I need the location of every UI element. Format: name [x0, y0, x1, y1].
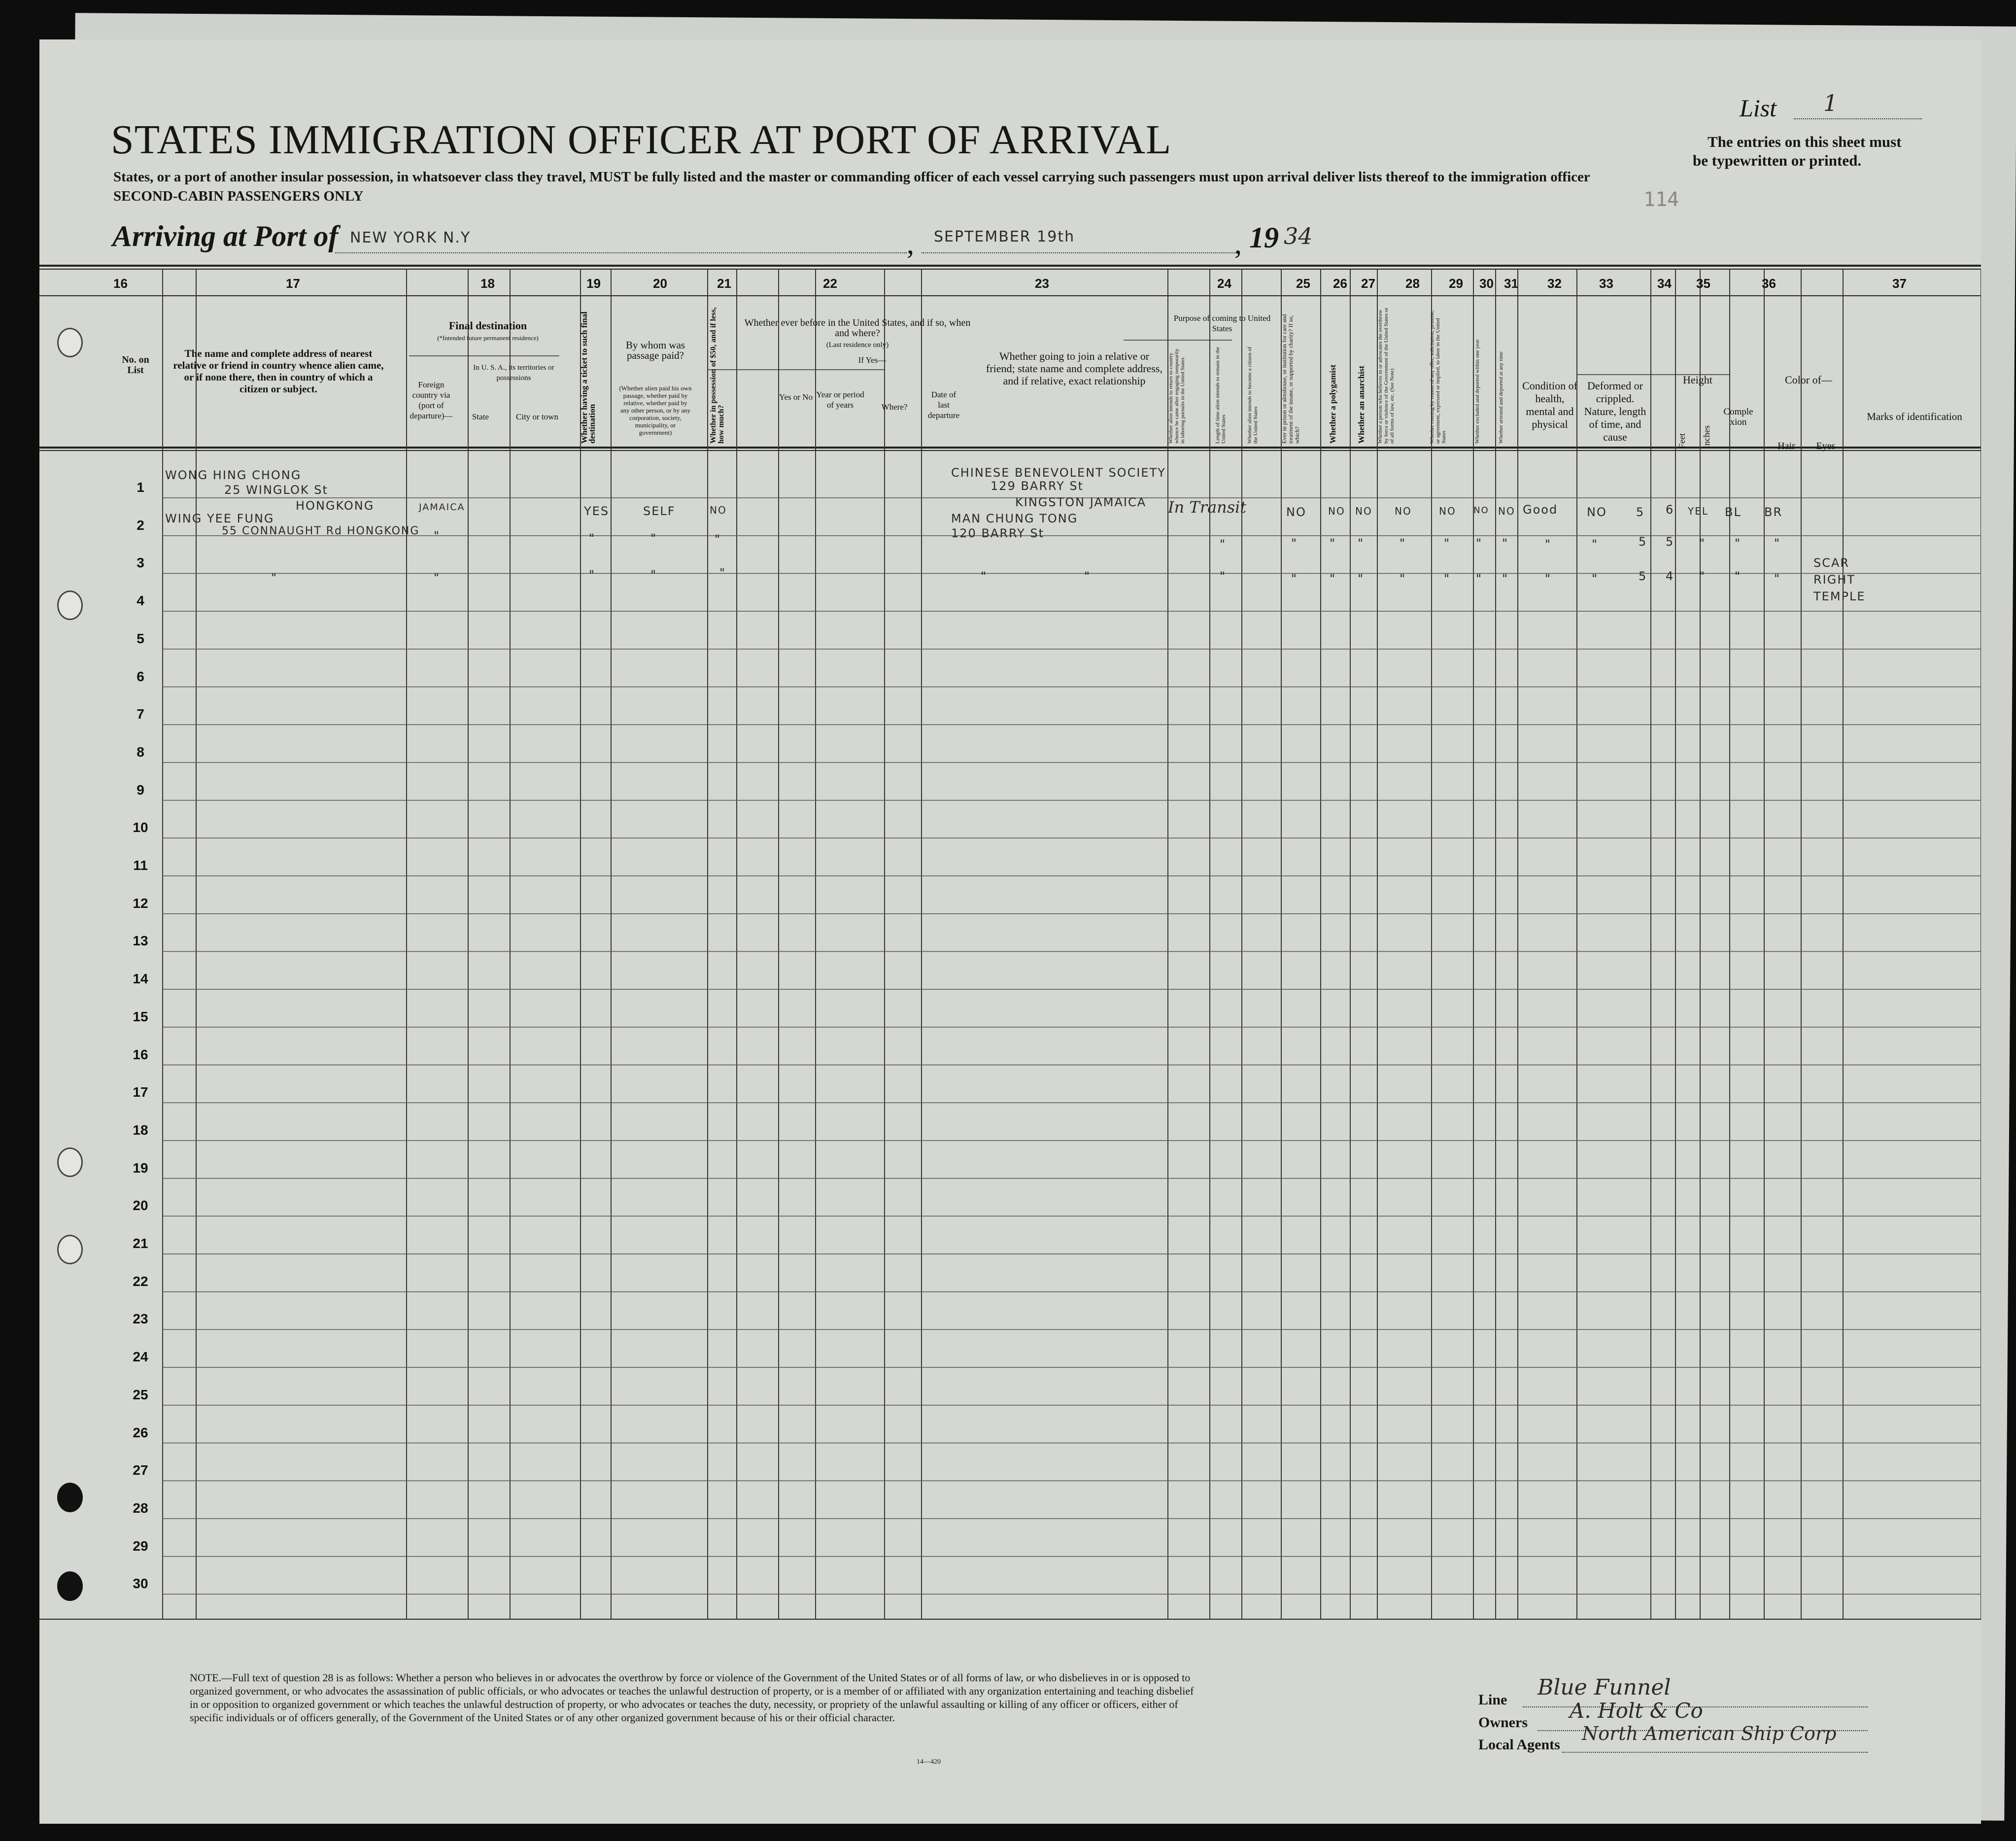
row1-q30: NO	[1473, 505, 1489, 516]
header-passage-paid-sub: (Whether alien paid his own passage, whether paid by relative, whether paid by any other person, or by any corporation, society, municipality, or government)	[619, 384, 692, 436]
owners-value: A. Holt & Co	[1570, 1699, 1703, 1723]
comma: ,	[907, 227, 914, 260]
header-anarchist: Whether an anarchist	[1357, 365, 1366, 444]
col-num-26: 26	[1333, 276, 1347, 291]
row2-q28: "	[1400, 536, 1406, 550]
row3-polygamist: "	[1330, 572, 1336, 586]
row3-inches: 4	[1666, 569, 1674, 583]
list-number: 1	[1823, 90, 1838, 116]
row2-inches: 5	[1666, 535, 1674, 549]
col-num-29: 29	[1449, 276, 1463, 291]
row1-polygamist: NO	[1328, 505, 1345, 517]
row-number: 7	[137, 706, 144, 722]
row-number: 23	[133, 1311, 148, 1327]
row3-foreign: "	[434, 571, 441, 585]
row-number: 1	[137, 480, 144, 495]
row3-health: "	[1545, 572, 1552, 586]
row2-q29: "	[1444, 536, 1451, 550]
row2-relative-address: 55 CONNAUGHT Rd HONGKONG	[222, 525, 420, 537]
row3-join-address: "	[1084, 569, 1091, 583]
header-feet: Feet	[1677, 433, 1687, 449]
row-number: 19	[133, 1160, 148, 1176]
col-num-34: 34	[1657, 276, 1672, 291]
row-number: 16	[133, 1046, 148, 1062]
row2-join-name: MAN CHUNG TONG	[951, 512, 1078, 525]
col-num-32: 32	[1547, 276, 1562, 291]
row3-q30: "	[1476, 572, 1483, 586]
row1-feet: 5	[1636, 505, 1645, 519]
row3-relative-name: "	[271, 571, 278, 585]
row-number: 5	[137, 630, 144, 646]
header-length-stay: Length of time alien intends to remain in the United States	[1215, 347, 1227, 444]
row2-money: "	[715, 532, 721, 546]
row2-join-address: 120 BARRY St	[951, 526, 1045, 540]
header-passage-paid: By whom was passage paid?	[625, 339, 685, 361]
row-number: 30	[133, 1576, 148, 1592]
row1-eyes: BR	[1764, 505, 1783, 519]
header-q30: Whether excluded and deported within one year	[1474, 339, 1480, 444]
row3-feet: 5	[1639, 569, 1647, 583]
typewritten-note-1: The entries on this sheet must	[1708, 133, 1902, 150]
col-num-24: 24	[1217, 276, 1231, 291]
line-label: Line	[1478, 1692, 1507, 1708]
header-relative: The name and complete address of nearest relative or friend in country whence alien came, or if none there, then in country of which a citizen or subject.	[173, 347, 384, 395]
arriving-label: Arriving at Port of	[112, 220, 339, 252]
header-where: Where?	[881, 402, 908, 412]
row-number: 28	[133, 1500, 148, 1516]
row3-q29: "	[1444, 572, 1451, 586]
header-hair: Hair	[1777, 441, 1795, 452]
row1-join-city: KINGSTON JAMAICA	[1015, 495, 1147, 509]
row3-q28: "	[1400, 572, 1406, 586]
row3-marks: SCAR RIGHT TEMPLE	[1813, 556, 1866, 603]
row3-join-name: "	[981, 569, 988, 583]
col-num-35: 35	[1696, 276, 1710, 291]
row-number: 22	[133, 1273, 148, 1289]
row-number: 24	[133, 1349, 148, 1365]
instructions-line: States, or a port of another insular possession, in whatsoever class they travel, MUST be fully listed and the master or commanding officer of each vessel carrying such passengers must upon arrival deliver lists thereof to the immigration officer	[113, 169, 1590, 185]
header-ticket: Whether having a ticket to such final destination	[580, 312, 597, 444]
row2-q30: "	[1476, 536, 1483, 550]
col-num-33: 33	[1599, 276, 1613, 291]
row1-q28: NO	[1395, 505, 1412, 517]
header-q31: Whether arrested and deported at any time	[1498, 351, 1504, 444]
row1-purpose: In Transit	[1168, 498, 1247, 517]
row2-anarchist: "	[1358, 536, 1365, 550]
port-value: NEW YORK N.Y	[350, 229, 471, 246]
stamp-number: 114	[1643, 188, 1679, 211]
row3-hair: "	[1735, 569, 1742, 583]
header-year-period: Year or period of years	[816, 390, 864, 410]
row2-q31: "	[1502, 536, 1509, 550]
row1-q31: NO	[1498, 505, 1515, 517]
row2-prison: "	[1291, 536, 1298, 550]
col-num-23: 23	[1035, 276, 1049, 291]
header-health: Condition of health, mental and physical	[1522, 380, 1577, 430]
col-num-21: 21	[717, 276, 731, 291]
row-number: 21	[133, 1236, 148, 1251]
row1-foreign: JAMAICA	[419, 502, 465, 513]
header-citizen: Whether alien intends to become a citizen of the United States	[1247, 347, 1259, 444]
header-foreign-country: Foreign country via (port of departure)—	[410, 380, 453, 420]
header-final-destination: Final destination	[448, 319, 527, 332]
header-ever-before-sub: (Last residence only)	[826, 341, 889, 349]
row3-paid: "	[650, 568, 657, 582]
table-grid	[39, 39, 1981, 1824]
col-num-20: 20	[653, 276, 667, 291]
row1-deformed: NO	[1587, 505, 1607, 519]
question-28-note: NOTE.—Full text of question 28 is as follows: Whether a person who believes in or advocates the overthrow by force or violence of the Government of the United States or of all forms of law, or who disbelieves in or is opposed to organized government, or who advocates the assassination of public officials, or who advocates or teaches the unlawful destruction of property, or is a member of or affiliated with any organization entertaining and teaching disbelief in or opposition to organized government or which teaches the unlawful destruction of property, or who advocates or teaches the duty, necessity, or propriety of the unlawful assaulting or killing of any officer or officers, either of specific individuals or of officers generally, of the Government of the United States or of any other organized government because of his or their official character.	[190, 1671, 1194, 1724]
class-label: SECOND-CABIN PASSENGERS ONLY	[113, 188, 364, 204]
row-number: 3	[137, 555, 144, 571]
header-no-on-list: No. on List	[122, 354, 149, 376]
row-number: 26	[133, 1424, 148, 1440]
header-final-destination-sub: (*Intended future permanent residence)	[437, 334, 539, 342]
col-num-17: 17	[286, 276, 300, 291]
header-purpose: Purpose of coming to United States	[1173, 313, 1271, 333]
row2-hair: "	[1735, 536, 1742, 550]
header-inches: Inches	[1702, 425, 1711, 449]
header-in-usa: In U. S. A., its territories or possessions	[473, 364, 554, 382]
row1-prison: NO	[1286, 505, 1306, 519]
row3-money: "	[719, 566, 726, 580]
row3-purpose: "	[1220, 569, 1227, 583]
row-number: 13	[133, 933, 148, 949]
agents-underline	[1562, 1752, 1868, 1753]
comma: ,	[1234, 227, 1242, 260]
row1-hair: BL	[1725, 505, 1742, 519]
line-value: Blue Funnel	[1538, 1675, 1671, 1700]
row2-complexion: "	[1699, 536, 1706, 550]
row1-health: Good	[1523, 503, 1558, 517]
row-number: 14	[133, 971, 148, 987]
row3-anarchist: "	[1358, 572, 1365, 586]
row3-ticket: "	[589, 568, 596, 582]
date-value: SEPTEMBER 19th	[934, 228, 1075, 245]
row1-money: NO	[710, 504, 727, 516]
header-deformed: Deformed or crippled. Nature, length of time, and cause	[1584, 380, 1646, 443]
header-fifty-dollars: Whether in possession of $50, and if less, how much?	[709, 307, 725, 444]
row2-relative-name: WING YEE FUNG	[165, 512, 274, 525]
row-number: 6	[137, 668, 144, 684]
header-eyes: Eyes	[1816, 441, 1836, 452]
row1-join-name: CHINESE BENEVOLENT SOCIETY	[951, 466, 1166, 480]
row2-paid: "	[650, 531, 657, 545]
row1-join-address: 129 BARRY St	[991, 479, 1084, 493]
col-num-16: 16	[113, 276, 128, 291]
row2-eyes: "	[1774, 536, 1781, 550]
col-num-36: 36	[1762, 276, 1776, 291]
list-label: List	[1740, 94, 1777, 122]
row1-anarchist: NO	[1355, 505, 1372, 517]
row-number: 2	[137, 517, 144, 533]
row1-relative-address: 25 WINGLOK St	[224, 483, 328, 497]
row1-inches: 6	[1666, 503, 1674, 517]
header-ever-before: Whether ever before in the United States, and if so, when and where?	[744, 317, 971, 339]
row-number: 18	[133, 1122, 148, 1138]
row3-eyes: "	[1774, 572, 1781, 586]
header-yes-no: Yes or No	[779, 392, 813, 402]
header-height: Height	[1683, 374, 1712, 386]
row-number: 27	[133, 1462, 148, 1478]
manifest-page	[39, 39, 1981, 1824]
owners-label: Owners	[1478, 1714, 1528, 1731]
page-title: STATES IMMIGRATION OFFICER AT PORT OF ARRIVAL	[111, 117, 1172, 163]
agents-label: Local Agents	[1478, 1737, 1560, 1753]
header-state: State	[472, 412, 489, 421]
row-number: 9	[137, 782, 144, 798]
header-if-yes: If Yes—	[858, 355, 887, 365]
form-number: 14—420	[917, 1758, 941, 1766]
row-number: 17	[133, 1084, 148, 1100]
header-prison: Ever in prison or almshouse, or institution for care and treatment of the insane, or supported by charity? If so, which?	[1281, 314, 1300, 444]
header-join-relative: Whether going to join a relative or friend; state name and complete address, and if relative, exact relationship	[986, 350, 1162, 387]
col-num-27: 27	[1361, 276, 1375, 291]
row2-foreign: "	[434, 529, 441, 543]
row-number: 8	[137, 744, 144, 760]
row2-ticket: "	[589, 531, 596, 545]
header-city: City or town	[516, 412, 558, 421]
row2-polygamist: "	[1330, 536, 1336, 550]
row1-relative-name: WONG HING CHONG	[165, 468, 302, 482]
row-number: 4	[137, 593, 144, 609]
header-q29: Whether coming by reason of any offer, solicitation, promise, or agreement, expressed or implied, to labor in the United States	[1429, 310, 1447, 444]
col-num-37: 37	[1892, 276, 1907, 291]
row-number: 10	[133, 820, 148, 835]
header-color-of: Color of—	[1785, 374, 1832, 386]
typewritten-note-2: be typewritten or printed.	[1693, 152, 1862, 169]
year-value: 34	[1284, 223, 1313, 249]
row1-complexion: YEL	[1688, 505, 1708, 517]
row2-health: "	[1545, 537, 1552, 551]
row-number: 20	[133, 1198, 148, 1214]
header-return-country: Whether alien intends to return to country whence he came after engaging temporarily in laboring pursuits in the United States	[1168, 348, 1186, 444]
col-num-22: 22	[823, 276, 837, 291]
row-number: 29	[133, 1538, 148, 1554]
row2-deformed: "	[1592, 537, 1599, 551]
col-num-25: 25	[1296, 276, 1310, 291]
col-num-28: 28	[1405, 276, 1420, 291]
row1-ticket: YES	[584, 504, 610, 518]
row3-prison: "	[1291, 572, 1298, 586]
col-num-18: 18	[480, 276, 495, 291]
header-q28: Whether a person who believes in or advocates the overthrow by force or violence of the Government of the United States or of all forms of law, etc. (See Note)	[1377, 308, 1395, 444]
row3-deformed: "	[1592, 572, 1599, 586]
row-number: 25	[133, 1387, 148, 1402]
row1-q29: NO	[1439, 505, 1456, 517]
row2-purpose: "	[1220, 537, 1227, 551]
col-num-30: 30	[1479, 276, 1494, 291]
row1-paid: SELF	[643, 504, 676, 518]
col-num-31: 31	[1504, 276, 1518, 291]
agents-value: North American Ship Corp	[1582, 1723, 1837, 1744]
col-num-19: 19	[586, 276, 601, 291]
row2-feet: 5	[1639, 535, 1647, 549]
header-complexion: Complexion	[1723, 407, 1753, 427]
header-polygamist: Whether a polygamist	[1328, 364, 1337, 444]
header-marks: Marks of identification	[1867, 411, 1962, 422]
header-date-departure: Date of last departure	[927, 390, 960, 420]
row-number: 12	[133, 895, 148, 911]
row3-complexion: "	[1699, 569, 1706, 583]
row1-relative-city: HONGKONG	[296, 499, 375, 513]
row3-q31: "	[1502, 572, 1509, 586]
year-prefix: 19	[1249, 221, 1279, 254]
row-number: 11	[133, 858, 148, 873]
row-number: 15	[133, 1008, 148, 1024]
